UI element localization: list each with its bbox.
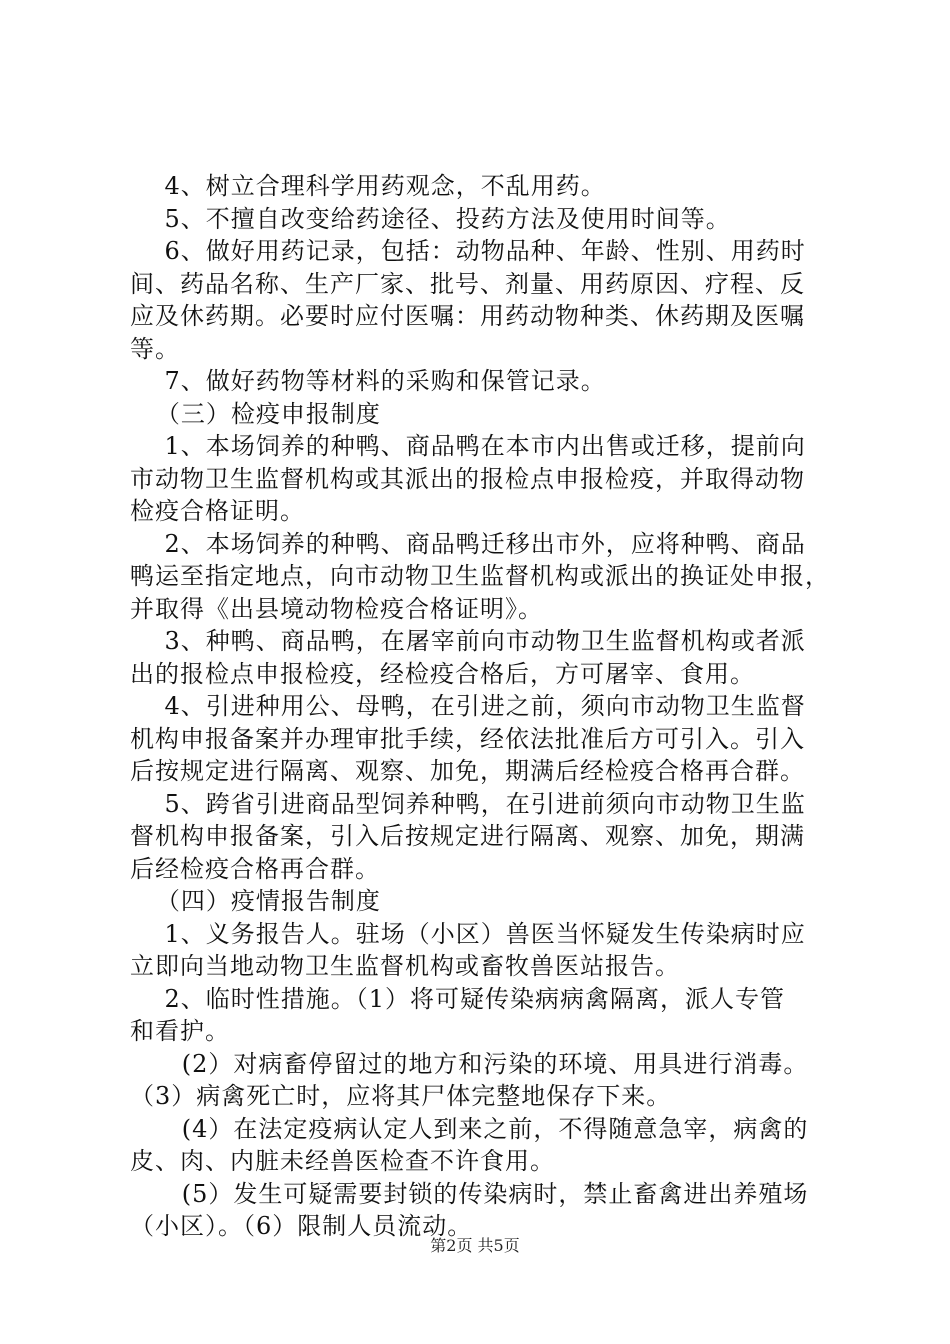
text-line: (4）在法定疫病认定人到来之前，不得随意急宰，病禽的 (130, 1114, 809, 1143)
text-line: (2）对病畜停留过的地方和污染的环境、用具进行消毒。 (130, 1049, 809, 1078)
text-line: 应及休药期。必要时应付医嘱：用药动物种类、休药期及医嘱 (130, 302, 805, 330)
text-line: （小区）。（6）限制人员流动。 (130, 1212, 473, 1240)
text-line: 1、义务报告人。驻场（小区）兽医当怀疑发生传染病时应 (130, 919, 806, 948)
text-line: 6、做好用药记录，包括：动物品种、年龄、性别、用药时 (130, 237, 806, 265)
text-line: 机构申报备案并办理审批手续，经依法批准后方可引入。引入 (130, 724, 805, 753)
text-line: 后按规定进行隔离、观察、加免，期满后经检疫合格再合群。 (130, 757, 805, 785)
text-line: 2、临时性措施。（1）将可疑传染病病禽隔离，派人专管 (130, 984, 786, 1013)
text-line: 7、做好药物等材料的采购和保管记录。 (130, 367, 606, 395)
text-line: 1、本场饲养的种鸭、商品鸭在本市内出售或迁移，提前向 (130, 432, 806, 460)
document-body (130, 170, 830, 1243)
text-line: 后经检疫合格再合群。 (130, 854, 380, 883)
text-line: 5、不擅自改变给药途径、投药方法及使用时间等。 (130, 204, 731, 233)
text-line: 并取得《出县境动物检疫合格证明》。 (130, 594, 543, 623)
text-line: 立即向当地动物卫生监督机构或畜牧兽医站报告。 (130, 952, 680, 980)
text-line: 4、树立合理科学用药观念，不乱用药。 (130, 172, 606, 200)
text-line: 等。 (130, 334, 180, 363)
text-line: 间、药品名称、生产厂家、批号、剂量、用药原因、疗程、反 (130, 269, 805, 298)
text-line: 5、跨省引进商品型饲养种鸭，在引进前须向市动物卫生监 (130, 789, 806, 818)
text-line: （三）检疫申报制度 (130, 399, 381, 428)
text-line: 皮、肉、内脏未经兽医检查不许食用。 (130, 1147, 555, 1175)
text-line: 和看护。 (130, 1017, 230, 1045)
page-footer: 第2页 共5页 (430, 1236, 520, 1255)
text-line: 市动物卫生监督机构或其派出的报检点申报检疫，并取得动物 (130, 464, 805, 493)
text-line: (5）发生可疑需要封锁的传染病时，禁止畜禽进出养殖场 (130, 1179, 809, 1208)
text-line: （四）疫情报告制度 (130, 887, 381, 915)
text-line: 4、引进种用公、母鸭，在引进之前，须向市动物卫生监督 (130, 692, 806, 720)
text-line: 2、本场饲养的种鸭、商品鸭迁移出市外，应将种鸭、商品 (130, 529, 806, 558)
text-line: 检疫合格证明。 (130, 497, 305, 525)
text-line: 鸭运至指定地点，向市动物卫生监督机构或派出的换证处申报， (130, 562, 830, 590)
text-line: 督机构申报备案，引入后按规定进行隔离、观察、加免，期满 (130, 822, 805, 850)
text-line: 3、种鸭、商品鸭，在屠宰前向市动物卫生监督机构或者派 (130, 627, 806, 655)
text-line: （3）病禽死亡时，应将其尸体完整地保存下来。 (130, 1082, 672, 1110)
text-line: 出的报检点申报检疫，经检疫合格后，方可屠宰、食用。 (130, 659, 755, 688)
